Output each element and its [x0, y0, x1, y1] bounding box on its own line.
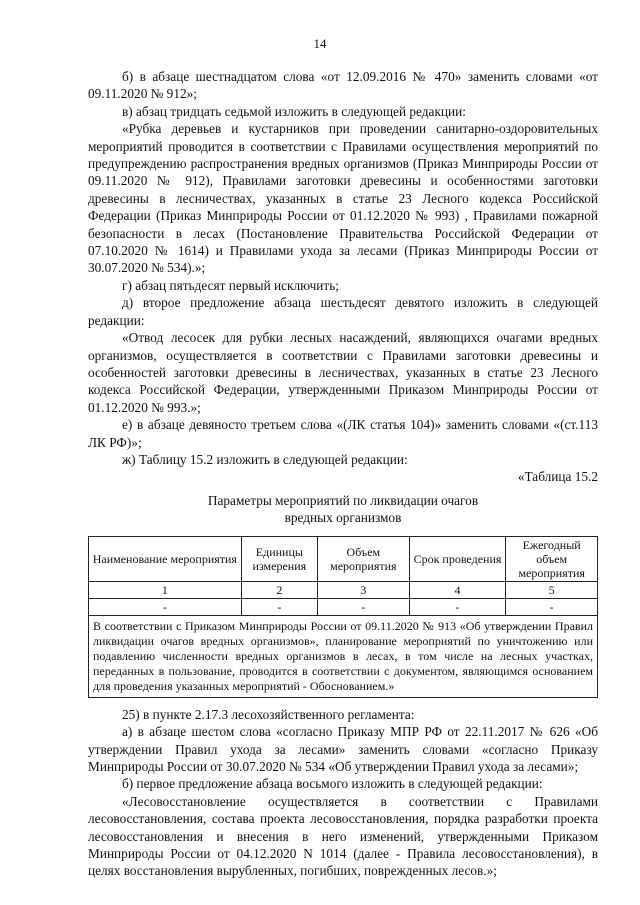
table-label: «Таблица 15.2 — [517, 469, 598, 485]
table-cell: - — [89, 598, 242, 615]
paragraph: б) первое предложение абзаца восьмого изложить в следующей редакции: — [122, 776, 543, 792]
table-title — [88, 492, 598, 526]
table-note: В соответствии с Приказом Минприроды России от 09.11.2020 № 913 «Об утверждении Правил ликвидации очагов вредных организмов», планирование мероприятий по уничтожению или подавлению численности вредных организмов в лесах, в том числе на лесных участках, переданных в пользование, проводится в соответствии с документом, являющимся основанием для проведения указанных мероприятий - Обоснованием.» — [89, 615, 598, 697]
paragraph: а) в абзаце шестом слова «согласно Приказу МПР РФ от 22.11.2017 № 626 «Об утверждении Правил ухода за лесами» заменить словами «согласно Приказу Минприроды России от 30.07.2020 № 534 «Об утверждении Правил ухода за лесами»; — [88, 724, 598, 774]
paragraph: «Рубка деревьев и кустарников при проведении санитарно-оздоровительных мероприятий проводится в соответствии с Правилами осуществления мероприятий по предупреждению распространения вредных организмов (Приказ Минприроды России от 09.11.2020 № 912), Правилами заготовки древесины и особенностями заготовки древесины в лесничествах, указанных в статье 23 Лесного кодекса Российской Федерации (Приказ Минприроды России от 01.12.2020 № 993) , Правилами пожарной безопасности в лесах (Постановление Правительства Российской Федерации от 07.10.2020 № 1614) и Правилами ухода за лесами (Приказ Минприроды России от 30.07.2020 № 534).»; — [88, 121, 598, 276]
table-cell: - — [506, 598, 598, 615]
paragraph: г) абзац пятьдесят первый исключить; — [122, 277, 339, 293]
table-header-cell: Наименование мероприятия — [89, 536, 242, 581]
paragraph: 25) в пункте 2.17.3 лесохозяйственного регламента: — [122, 706, 415, 722]
table-cell: - — [241, 598, 317, 615]
table-note-row — [89, 615, 598, 697]
table-cell: 2 — [241, 581, 317, 598]
paragraph: «Отвод лесосек для рубки лесных насаждений, являющихся очагами вредных организмов, осуществляется в соответствии с Правилами заготовки древесины и особенностей заготовки древесины в лесничествах, указанных в статье 23 Лесного кодекса Российской Федерации, утвержденными Приказом Минприроды России от 01.12.2020 № 993.»; — [88, 330, 598, 415]
paragraph: е) в абзаце девяносто третьем слова «(ЛК статья 104)» заменить словами «(ст.113 ЛК РФ)»; — [88, 417, 598, 450]
parameters-table — [88, 536, 598, 698]
paragraph: д) второе предложение абзаца шестьдесят девятого изложить в следующей редакции: — [88, 295, 598, 328]
page-number: 14 — [313, 36, 327, 51]
table-cell: 1 — [89, 581, 242, 598]
table-header-cell: Ежегодный объем мероприятия — [506, 536, 598, 581]
table-header-cell: Срок проведения — [409, 536, 506, 581]
table-number-row — [89, 581, 598, 598]
paragraph: «Лесовосстановление осуществляется в соответствии с Правилами лесовосстановления, состава проекта лесовосстановления, порядка разработки проекта лесовосстановления и внесения в него изменений, утвержденными Приказом Минприроды России от 04.12.2020 N 1014 (далее - Правила лесовосстановления), в целях восстановления вырубленных, погибших, поврежденных лесов.»; — [88, 793, 598, 879]
table-header-cell: Единицы измерения — [241, 536, 317, 581]
table-header-cell: Объем мероприятия — [318, 536, 410, 581]
table-title-line: вредных организмов — [284, 509, 402, 525]
table-cell: 4 — [409, 581, 506, 598]
table-title-line: Параметры мероприятий по ликвидации очагов — [207, 492, 479, 508]
table-header-row — [89, 536, 598, 581]
document-body — [88, 68, 598, 880]
paragraph: б) в абзаце шестнадцатом слова «от 12.09.2016 № 470» заменить словами «от 09.11.2020 № 912»; — [88, 69, 598, 102]
table-cell: 5 — [506, 581, 598, 598]
paragraph: ж) Таблицу 15.2 изложить в следующей редакции: — [122, 451, 408, 467]
table-cell: 3 — [318, 581, 410, 598]
paragraph: в) абзац тридцать седьмой изложить в следующей редакции: — [122, 103, 466, 119]
table-cell: - — [318, 598, 410, 615]
table-cell: - — [409, 598, 506, 615]
table-row — [89, 598, 598, 615]
